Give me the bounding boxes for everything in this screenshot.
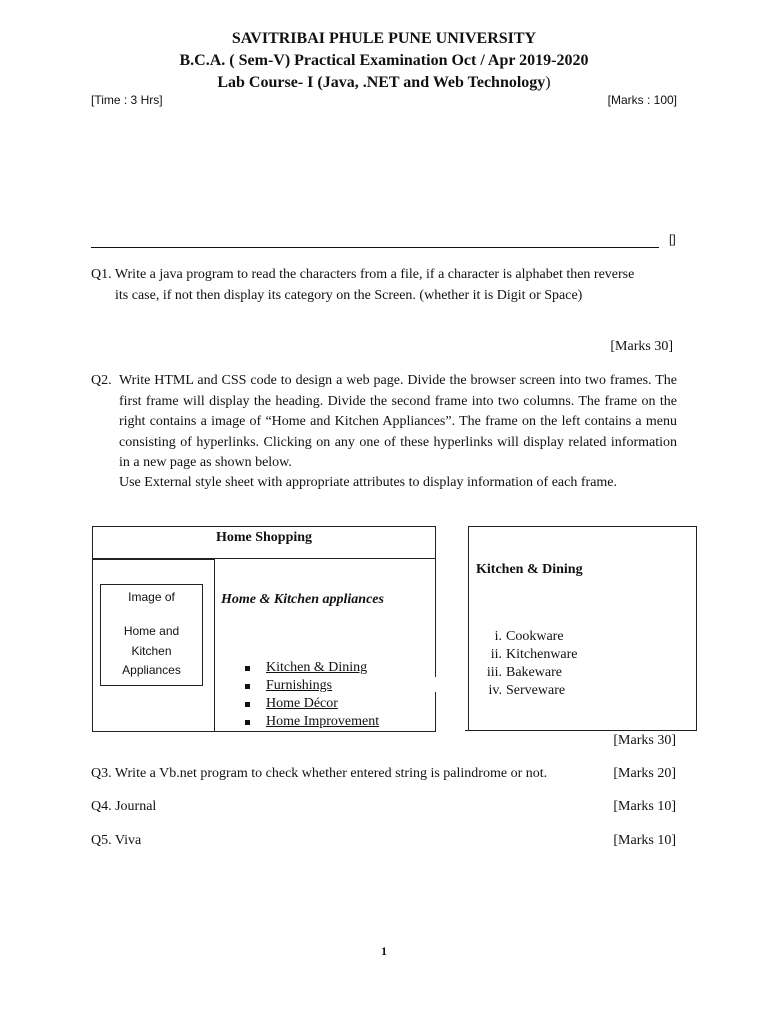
detail-item-label: Bakeware xyxy=(506,665,562,680)
q5-marks: [Marks 10] xyxy=(613,833,676,848)
q1-line-2: its case, if not then display its category on the Screen. (whether it is Digit or Space) xyxy=(115,288,583,303)
menu-link-home-decor[interactable]: Home Décor xyxy=(243,695,379,713)
frame-left-border xyxy=(92,559,93,732)
image-frame-top-line xyxy=(93,559,214,560)
image-placeholder-line-2: Home and xyxy=(123,624,180,638)
image-placeholder-line-3: Kitchen xyxy=(131,644,172,658)
frame-bottom-border xyxy=(92,731,436,732)
image-placeholder-line-4: Appliances xyxy=(122,663,181,677)
detail-item-number: i. xyxy=(494,629,502,644)
q1-marks: [Marks 30] xyxy=(610,339,673,354)
detail-frame-right xyxy=(696,526,697,731)
menu-link-home-improvement[interactable]: Home Improvement xyxy=(243,713,379,731)
frame-column-divider xyxy=(214,559,215,732)
detail-item xyxy=(466,646,578,664)
time-label: [Time : 3 Hrs] xyxy=(91,93,163,107)
detail-item-number: iv. xyxy=(488,683,502,698)
q2-marks: [Marks 30] xyxy=(613,733,676,748)
q4-text: Q4. Journal xyxy=(91,799,157,814)
q4-marks: [Marks 10] xyxy=(613,799,676,814)
course-title-main: Lab Course- I (Java, .NET and Web Technology xyxy=(217,74,546,91)
detail-title: Kitchen & Dining xyxy=(476,562,583,577)
page-number: 1 xyxy=(381,944,387,958)
detail-item-label: Kitchenware xyxy=(506,647,578,662)
detail-item-number: ii. xyxy=(490,647,502,662)
course-title-close: ) xyxy=(545,74,551,91)
detail-item-number: iii. xyxy=(486,665,502,680)
detail-frame-bottom xyxy=(465,730,697,731)
frame-right-border-upper xyxy=(435,559,436,677)
total-marks-label: [Marks : 100] xyxy=(607,93,677,107)
q3-marks: [Marks 20] xyxy=(613,766,676,781)
q3-text: Q3. Write a Vb.net program to check whether entered string is palindrome or not. xyxy=(91,766,548,781)
detail-item-list xyxy=(466,628,578,700)
menu-link-kitchen-dining[interactable]: Kitchen & Dining xyxy=(243,659,379,677)
image-placeholder-line-1: Image of xyxy=(128,590,175,604)
frame-heading-text: Home Shopping xyxy=(215,530,313,545)
detail-item xyxy=(466,664,578,682)
university-title: SAVITRIBAI PHULE PUNE UNIVERSITY xyxy=(231,30,537,47)
q5-text: Q5. Viva xyxy=(91,833,142,848)
separator-rule xyxy=(91,247,659,248)
exam-title: B.C.A. ( Sem-V) Practical Examination Oct / Apr 2019-2020 xyxy=(179,52,589,69)
detail-item-label: Cookware xyxy=(506,629,564,644)
q2-body-stylesheet: Use External style sheet with appropriate attributes to display information of each frame. xyxy=(119,475,618,490)
q2-label: Q2. xyxy=(91,373,112,388)
detail-frame-top xyxy=(468,526,697,527)
menu-link-list xyxy=(243,659,379,731)
menu-link-furnishings[interactable]: Furnishings xyxy=(243,677,379,695)
q2-body: Write HTML and CSS code to design a web page. Divide the browser screen into two frames. The first frame will display the heading. Divide the second frame into two columns. The frame on the right contains a image of “Home and Kitchen Appliances”. The frame on the left contains a menu consisting of hyperlinks. Clicking on any one of these hyperlinks will display related information in a new page as shown below. xyxy=(119,373,677,470)
course-title xyxy=(0,74,768,92)
detail-item xyxy=(466,628,578,646)
detail-item xyxy=(466,682,578,700)
frame-right-border-lower xyxy=(435,692,436,732)
menu-title: Home & Kitchen appliances xyxy=(221,592,384,607)
rule-bracket: [] xyxy=(669,232,676,246)
q1-line-1: Q1. Write a java program to read the characters from a file, if a character is alphabet then reverse xyxy=(91,267,635,282)
detail-item-label: Serveware xyxy=(506,683,566,698)
